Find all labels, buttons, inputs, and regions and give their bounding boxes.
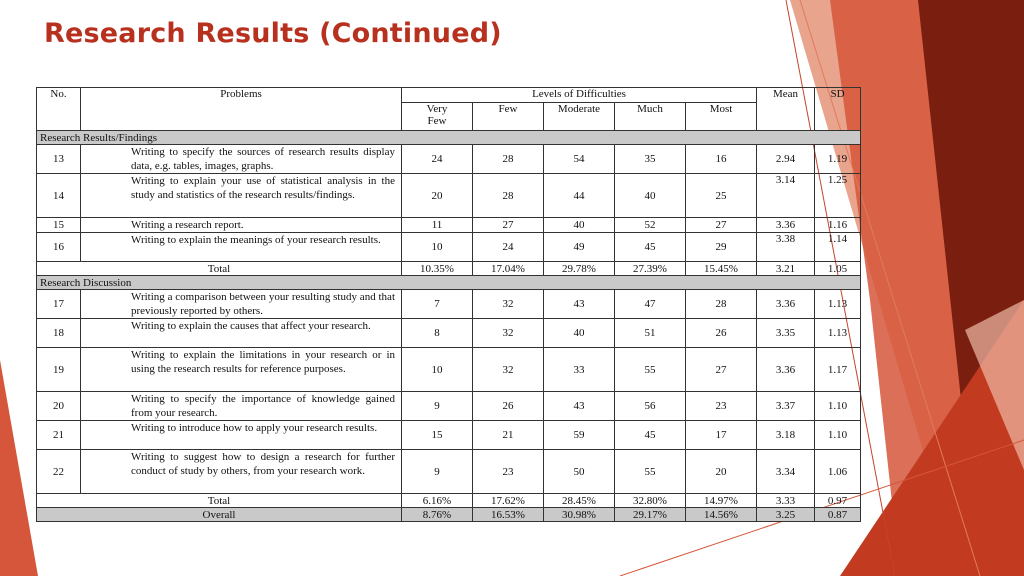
header-problems: Problems	[81, 88, 402, 131]
cell-mean: 3.37	[757, 392, 815, 421]
cell-much: 40	[615, 174, 686, 218]
cell-mean: 3.38	[757, 233, 815, 262]
total-sd: 0.97	[815, 494, 861, 508]
table-row	[37, 218, 861, 233]
cell-sd: 1.06	[815, 450, 861, 494]
cell-moderate: 40	[544, 218, 615, 233]
cell-most: 28	[686, 290, 757, 319]
cell-few: 28	[473, 174, 544, 218]
total-mean: 3.33	[757, 494, 815, 508]
row-number: 19	[37, 348, 81, 392]
cell-much: 55	[615, 348, 686, 392]
problem-text: Writing to explain the limitations in your research or in using the research results for reference purposes.	[81, 348, 402, 392]
cell-sd: 1.10	[815, 421, 861, 450]
cell-very-few: 11	[402, 218, 473, 233]
header-most: Most	[686, 103, 757, 131]
overall-mean: 3.25	[757, 508, 815, 522]
left-accent-triangle	[0, 360, 38, 576]
table-row	[37, 421, 861, 450]
header-mean: Mean	[757, 88, 815, 131]
table-row	[37, 348, 861, 392]
cell-moderate: 44	[544, 174, 615, 218]
overall-most: 14.56%	[686, 508, 757, 522]
cell-few: 28	[473, 145, 544, 174]
table-row	[37, 450, 861, 494]
header-no: No.	[37, 88, 81, 131]
cell-mean: 3.18	[757, 421, 815, 450]
page-title: Research Results (Continued)	[44, 18, 502, 49]
cell-sd: 1.14	[815, 233, 861, 262]
total-mean: 3.21	[757, 262, 815, 276]
cell-moderate: 49	[544, 233, 615, 262]
header-moderate: Moderate	[544, 103, 615, 131]
cell-very-few: 15	[402, 421, 473, 450]
total-few: 17.62%	[473, 494, 544, 508]
cell-sd: 1.13	[815, 319, 861, 348]
cell-very-few: 9	[402, 392, 473, 421]
table-row	[37, 233, 861, 262]
results-table	[36, 87, 861, 522]
cell-moderate: 33	[544, 348, 615, 392]
overall-row	[37, 508, 861, 522]
total-label: Total	[37, 262, 402, 276]
cell-mean: 3.36	[757, 348, 815, 392]
row-number: 15	[37, 218, 81, 233]
cell-mean: 3.14	[757, 174, 815, 218]
problem-text: Writing a research report.	[81, 218, 402, 233]
problem-text: Writing to specify the importance of knowledge gained from your research.	[81, 392, 402, 421]
total-much: 32.80%	[615, 494, 686, 508]
cell-very-few: 24	[402, 145, 473, 174]
cell-much: 45	[615, 233, 686, 262]
cell-few: 27	[473, 218, 544, 233]
table-row	[37, 174, 861, 218]
header-levels: Levels of Difficulties	[402, 88, 757, 103]
cell-sd: 1.13	[815, 290, 861, 319]
total-most: 14.97%	[686, 494, 757, 508]
cell-few: 32	[473, 348, 544, 392]
cell-moderate: 43	[544, 290, 615, 319]
cell-few: 24	[473, 233, 544, 262]
row-number: 17	[37, 290, 81, 319]
overall-very-few: 8.76%	[402, 508, 473, 522]
cell-very-few: 7	[402, 290, 473, 319]
cell-much: 55	[615, 450, 686, 494]
header-very-few: Very Few	[402, 103, 473, 131]
cell-mean: 3.36	[757, 218, 815, 233]
problem-text: Writing to explain the meanings of your research results.	[81, 233, 402, 262]
table-row	[37, 319, 861, 348]
cell-most: 17	[686, 421, 757, 450]
overall-few: 16.53%	[473, 508, 544, 522]
cell-most: 27	[686, 348, 757, 392]
cell-most: 25	[686, 174, 757, 218]
total-label: Total	[37, 494, 402, 508]
cell-sd: 1.17	[815, 348, 861, 392]
row-number: 20	[37, 392, 81, 421]
cell-most: 29	[686, 233, 757, 262]
cell-very-few: 20	[402, 174, 473, 218]
row-number: 16	[37, 233, 81, 262]
cell-mean: 3.36	[757, 290, 815, 319]
cell-most: 20	[686, 450, 757, 494]
cell-very-few: 10	[402, 348, 473, 392]
row-number: 22	[37, 450, 81, 494]
cell-much: 52	[615, 218, 686, 233]
overall-sd: 0.87	[815, 508, 861, 522]
section-total-row	[37, 262, 861, 276]
results-table-container	[36, 87, 848, 522]
cell-few: 21	[473, 421, 544, 450]
cell-moderate: 54	[544, 145, 615, 174]
cell-few: 32	[473, 319, 544, 348]
cell-moderate: 40	[544, 319, 615, 348]
problem-text: Writing to introduce how to apply your research results.	[81, 421, 402, 450]
cell-most: 16	[686, 145, 757, 174]
cell-sd: 1.10	[815, 392, 861, 421]
cell-very-few: 8	[402, 319, 473, 348]
row-number: 21	[37, 421, 81, 450]
total-much: 27.39%	[615, 262, 686, 276]
cell-most: 23	[686, 392, 757, 421]
cell-few: 32	[473, 290, 544, 319]
cell-mean: 3.35	[757, 319, 815, 348]
cell-sd: 1.19	[815, 145, 861, 174]
cell-most: 26	[686, 319, 757, 348]
total-moderate: 28.45%	[544, 494, 615, 508]
table-row	[37, 290, 861, 319]
cell-much: 47	[615, 290, 686, 319]
total-sd: 1.05	[815, 262, 861, 276]
cell-mean: 2.94	[757, 145, 815, 174]
total-most: 15.45%	[686, 262, 757, 276]
section-total-row	[37, 494, 861, 508]
table-row	[37, 392, 861, 421]
problem-text: Writing to suggest how to design a research for further conduct of study by others, from your research work.	[81, 450, 402, 494]
cell-sd: 1.16	[815, 218, 861, 233]
total-few: 17.04%	[473, 262, 544, 276]
cell-much: 45	[615, 421, 686, 450]
problem-text: Writing to explain your use of statistical analysis in the study and statistics of the research results/findings.	[81, 174, 402, 218]
problem-text: Writing a comparison between your resulting study and that previously reported by others.	[81, 290, 402, 319]
row-number: 18	[37, 319, 81, 348]
section-header-results: Research Results/Findings	[37, 131, 861, 145]
cell-much: 56	[615, 392, 686, 421]
total-very-few: 6.16%	[402, 494, 473, 508]
total-moderate: 29.78%	[544, 262, 615, 276]
header-few: Few	[473, 103, 544, 131]
overall-label: Overall	[37, 508, 402, 522]
cell-much: 35	[615, 145, 686, 174]
cell-moderate: 59	[544, 421, 615, 450]
total-very-few: 10.35%	[402, 262, 473, 276]
cell-most: 27	[686, 218, 757, 233]
cell-moderate: 43	[544, 392, 615, 421]
header-sd: SD	[815, 88, 861, 131]
cell-mean: 3.34	[757, 450, 815, 494]
problem-text: Writing to explain the causes that affect your research.	[81, 319, 402, 348]
cell-sd: 1.25	[815, 174, 861, 218]
overall-moderate: 30.98%	[544, 508, 615, 522]
row-number: 14	[37, 174, 81, 218]
cell-very-few: 9	[402, 450, 473, 494]
cell-much: 51	[615, 319, 686, 348]
table-row	[37, 145, 861, 174]
cell-moderate: 50	[544, 450, 615, 494]
problem-text: Writing to specify the sources of research results display data, e.g. tables, images, graphs.	[81, 145, 402, 174]
cell-very-few: 10	[402, 233, 473, 262]
overall-much: 29.17%	[615, 508, 686, 522]
cell-few: 26	[473, 392, 544, 421]
header-much: Much	[615, 103, 686, 131]
section-header-discussion: Research Discussion	[37, 276, 861, 290]
cell-few: 23	[473, 450, 544, 494]
row-number: 13	[37, 145, 81, 174]
